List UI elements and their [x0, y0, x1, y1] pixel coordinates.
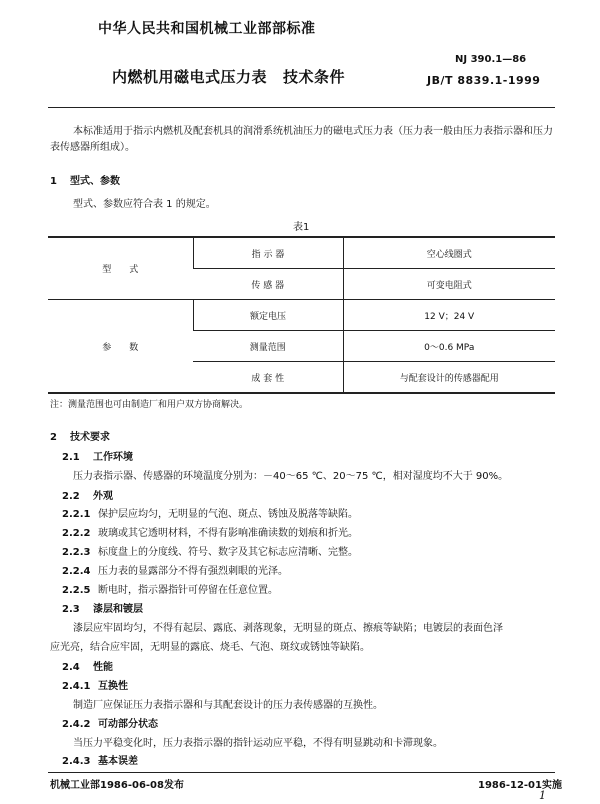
list-item — [62, 543, 358, 558]
group-cell — [48, 237, 193, 300]
subsection-2-3-heading — [62, 600, 143, 615]
item-number: 2.2.1 — [62, 509, 91, 520]
header-divider — [48, 107, 555, 108]
value-cell — [343, 331, 555, 362]
item-cell — [193, 269, 343, 300]
item-number: 2.4.2 — [62, 719, 91, 730]
item-title: 基本误差 — [98, 756, 138, 767]
section-number: 2 — [50, 432, 57, 443]
page-number: 1 — [539, 789, 546, 802]
subsection-number: 2.1 — [62, 452, 80, 463]
subsection-2-1-text: 压力表指示器、传感器的环境温度分别为：－40～65 ℃、20～75 ℃，相对湿度均不大于 90%。 — [73, 471, 509, 482]
subsection-2-4-1-text: 制造厂应保证压力表指示器和与其配套设计的压力表传感器的互换性。 — [73, 700, 383, 711]
item-text: 压力表的显露部分不得有强烈刺眼的光泽。 — [98, 566, 288, 577]
item-value: 0～0.6 MPa — [424, 342, 475, 353]
subsection-title: 外观 — [93, 491, 113, 502]
value-cell — [343, 269, 555, 300]
item-cell — [193, 331, 343, 362]
effective-date: 1986-12-01实施 — [478, 780, 562, 791]
list-item — [62, 505, 358, 520]
table-row — [48, 300, 555, 331]
item-label: 测量范围 — [249, 342, 286, 353]
group-cell — [48, 300, 193, 394]
issuing-organization: 中华人民共和国机械工业部部标准 — [98, 21, 316, 37]
item-cell — [193, 237, 343, 269]
item-value: 与配套设计的传感器配用 — [399, 373, 499, 384]
item-value: 可变电阻式 — [426, 280, 472, 291]
subsection-number: 2.3 — [62, 604, 80, 615]
item-text: 玻璃或其它透明材料，不得有影响准确读数的划痕和折光。 — [98, 528, 358, 539]
subsection-2-1-heading — [62, 448, 133, 463]
table-note: 注：测量范围也可由制造厂和用户双方协商解决。 — [50, 400, 249, 410]
item-label: 成 套 性 — [251, 373, 285, 384]
subsection-2-2-heading — [62, 487, 113, 502]
item-number: 2.2.2 — [62, 528, 91, 539]
subsection-2-3-text-line2: 应光亮，结合应牢固，无明显的露底、烧毛、气泡、斑纹或锈蚀等缺陷。 — [50, 642, 370, 653]
subsection-title: 工作环境 — [93, 452, 133, 463]
section-1-text: 型式、参数应符合表 1 的规定。 — [73, 199, 216, 210]
title-main: 内燃机用磁电式压力表 — [112, 68, 268, 86]
table-row — [48, 237, 555, 269]
list-item — [62, 581, 278, 596]
subsection-number: 2.4 — [62, 662, 80, 673]
value-cell — [343, 300, 555, 331]
subsection-title: 性能 — [93, 662, 113, 673]
table-caption: 表1 — [293, 222, 310, 233]
section-1-heading — [50, 172, 120, 187]
subsection-2-4-heading — [62, 658, 113, 673]
value-cell — [343, 362, 555, 394]
group-label: 参 数 — [102, 342, 139, 353]
item-text: 标度盘上的分度线、符号、数字及其它标志应清晰、完整。 — [98, 547, 358, 558]
title-sub: 技术条件 — [283, 68, 346, 86]
issue-date: 机械工业部1986-06-08发布 — [50, 780, 184, 791]
item-number: 2.4.3 — [62, 756, 91, 767]
item-title: 互换性 — [98, 681, 128, 692]
subsection-number: 2.2 — [62, 491, 80, 502]
subsection-title: 漆层和镀层 — [93, 604, 143, 615]
group-label: 型 式 — [102, 265, 139, 275]
subsection-2-4-3-heading — [62, 752, 138, 767]
section-title: 型式、参数 — [70, 176, 120, 187]
item-title: 可动部分状态 — [98, 719, 158, 730]
spec-table — [48, 236, 555, 394]
section-2-heading — [50, 428, 110, 443]
item-value: 12 V；24 V — [424, 311, 475, 322]
item-text: 保护层应均匀，无明显的气泡、斑点、锈蚀及脱落等缺陷。 — [98, 509, 358, 520]
value-cell — [343, 237, 555, 269]
intro-paragraph: 本标准适用于指示内燃机及配套机具的润滑系统机油压力的磁电式压力表（压力表一般由压力表指示器和压力表传感器所组成）。 — [50, 126, 553, 153]
item-text: 断电时，指示器指针可停留在任意位置。 — [98, 585, 278, 596]
item-number: 2.4.1 — [62, 681, 91, 692]
item-label: 额定电压 — [249, 311, 286, 322]
subsection-2-4-2-text: 当压力平稳变化时，压力表指示器的指针运动应平稳，不得有明显跳动和卡滞现象。 — [73, 738, 443, 749]
section-number: 1 — [50, 176, 57, 187]
subsection-2-4-2-heading — [62, 715, 158, 730]
item-number: 2.2.5 — [62, 585, 91, 596]
item-label: 指 示 器 — [251, 249, 285, 260]
list-item — [62, 524, 358, 539]
subsection-2-4-1-heading — [62, 677, 128, 692]
item-label: 传 感 器 — [251, 280, 285, 291]
section-title: 技术要求 — [70, 432, 110, 443]
item-cell — [193, 300, 343, 331]
item-number: 2.2.4 — [62, 566, 91, 577]
subsection-2-3-text-line1: 漆层应牢固均匀，不得有起层、露底、剥落现象，无明显的斑点、擦痕等缺陷；电镀层的表面色泽 — [73, 623, 503, 634]
standard-code-new: JB/T 8839.1-1999 — [427, 74, 541, 87]
item-number: 2.2.3 — [62, 547, 91, 558]
standard-code-old: NJ 390.1—86 — [455, 54, 527, 65]
document-title — [112, 66, 345, 87]
list-item — [62, 562, 288, 577]
item-value: 空心线圈式 — [426, 249, 472, 260]
item-cell — [193, 362, 343, 394]
footer-divider — [48, 772, 555, 773]
